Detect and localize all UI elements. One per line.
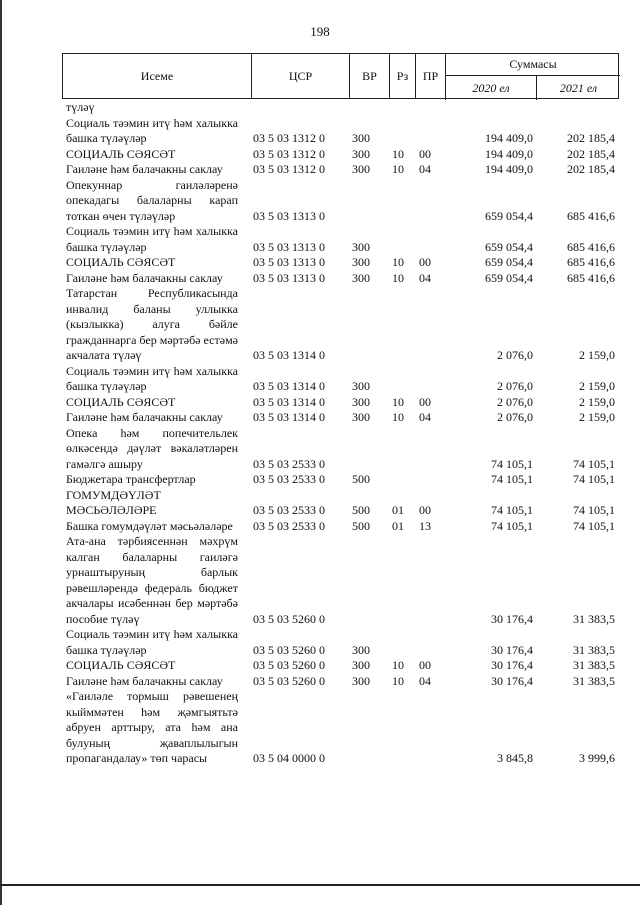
row-vr: 300 (352, 642, 370, 657)
header-rz: Рз (389, 54, 415, 98)
row-v2021: 202 185,4 (567, 162, 615, 176)
row-v2020: 2 076,0 (497, 379, 533, 393)
row-v2020: 2 076,0 (497, 410, 533, 424)
row-name: «Гаиләле тормыш рәвешенең кыйммәтен һәм җәмгыятьтә абруен арттыру, ата һәм ана булуның җаваплылыгын пропагандалау» төп чарасы (66, 689, 238, 765)
row-v2021: 685 416,6 (567, 270, 615, 285)
row-v2021: 74 105,1 (573, 456, 615, 471)
row-rz: 01 (392, 518, 404, 533)
header-name: Исеме (140, 68, 174, 83)
row-v2021: 31 383,5 (573, 673, 615, 688)
row-pr: 04 (419, 673, 431, 688)
table-row (62, 627, 619, 658)
row-name: СОЦИАЛЬ СӘЯСӘТ (66, 255, 176, 269)
row-pr: 00 (419, 394, 431, 409)
row-v2020: 194 409,0 (485, 131, 533, 145)
row-v2021: 3 999,6 (579, 751, 615, 765)
row-v2020: 659 054,4 (485, 239, 533, 254)
table-row (62, 426, 619, 473)
row-rz: 10 (392, 658, 404, 672)
table-row (62, 147, 619, 163)
table-row (62, 658, 619, 674)
row-csr: 03 5 03 5260 0 (253, 658, 325, 672)
table-header (62, 53, 619, 99)
table-row (62, 364, 619, 395)
table-row (62, 689, 619, 767)
row-rz: 10 (392, 394, 404, 409)
row-pr: 00 (419, 658, 431, 672)
row-vr: 300 (352, 239, 370, 254)
row-rz: 10 (392, 162, 404, 176)
row-v2021: 685 416,6 (567, 239, 615, 254)
row-name: СОЦИАЛЬ СӘЯСӘТ (66, 658, 176, 672)
row-name: СОЦИАЛЬ СӘЯСӘТ (66, 394, 176, 409)
row-v2021: 685 416,6 (567, 255, 615, 269)
row-pr: 04 (419, 162, 431, 176)
row-csr: 03 5 03 1312 0 (253, 131, 325, 145)
row-v2021: 2 159,0 (579, 348, 615, 362)
row-pr: 00 (419, 255, 431, 269)
row-vr: 300 (352, 146, 370, 161)
table-row (62, 395, 619, 411)
row-v2021: 31 383,5 (573, 658, 615, 672)
row-name: Гаиләне һәм балачакны саклау (66, 162, 223, 176)
row-csr: 03 5 03 2533 0 (253, 456, 325, 471)
row-vr: 300 (352, 673, 370, 688)
row-name: Социаль тәэмин итү һәм халыкка башка түләүләр (66, 627, 238, 657)
row-csr: 03 5 03 1314 0 (253, 410, 325, 424)
row-csr: 03 5 03 5260 0 (253, 642, 325, 657)
row-pr: 04 (419, 270, 431, 285)
row-vr: 500 (352, 503, 370, 517)
table-row (62, 224, 619, 255)
row-name: Опекуннар гаиләләренә опекадагы балаларны карап тоткан өчен түләүләр (66, 177, 238, 223)
row-vr: 300 (352, 394, 370, 409)
row-csr: 03 5 03 2533 0 (253, 472, 325, 486)
row-rz: 10 (392, 146, 404, 161)
row-v2020: 30 176,4 (491, 658, 533, 672)
row-csr: 03 5 03 1313 0 (253, 239, 325, 254)
row-csr: 03 5 03 1312 0 (253, 146, 325, 161)
table-row (62, 488, 619, 519)
header-year-2020: 2020 ел (445, 76, 536, 100)
row-name: Ата-ана тәрбиясеннән мәхрүм калган балаларны гаиләгә урнаштыруның барлык рәвешләрендә федераль бюджет акчалары исәбеннән бер мәртәбә пособие түләү (66, 534, 238, 626)
row-v2021: 74 105,1 (573, 518, 615, 533)
row-csr: 03 5 03 2533 0 (253, 518, 325, 533)
row-name: Социаль тәэмин итү һәм халыкка башка түләүләр (66, 115, 238, 145)
table-row (62, 255, 619, 271)
row-name: ГОМУМДӘҮЛӘТ МӘСЬӘЛӘЛӘРЕ (66, 487, 161, 517)
header-pr: ПР (415, 54, 445, 98)
row-csr: 03 5 03 2533 0 (253, 503, 325, 517)
table-row (62, 534, 619, 627)
row-v2021: 2 159,0 (579, 394, 615, 409)
row-pr: 13 (419, 518, 431, 533)
row-csr: 03 5 03 1313 0 (253, 270, 325, 285)
table-row (62, 519, 619, 535)
row-pr: 04 (419, 410, 431, 424)
table-row (62, 286, 619, 364)
table-row (62, 271, 619, 287)
row-v2020: 74 105,1 (491, 456, 533, 471)
row-v2021: 2 159,0 (579, 410, 615, 424)
row-vr: 300 (352, 255, 370, 269)
row-v2020: 659 054,4 (485, 255, 533, 269)
table-row (62, 674, 619, 690)
row-name: Социаль тәэмин итү һәм халыкка башка түләүләр (66, 363, 238, 393)
row-vr: 300 (352, 162, 370, 176)
row-csr: 03 5 04 0000 0 (253, 751, 325, 765)
header-csr: ЦСР (251, 54, 349, 98)
row-vr: 300 (352, 410, 370, 424)
row-name: Татарстан Республикасында инвалид баланы уллыкка (кызлыкка) алуга бәйле гражданнарга бер мәртәбә естәмә акчалата түләү (66, 286, 238, 362)
row-name: Социаль тәэмин итү һәм халыкка башка түләүләр (66, 224, 238, 254)
row-name: Гаиләне һәм балачакны саклау (66, 410, 223, 424)
row-v2021: 202 185,4 (567, 131, 615, 145)
header-sums: Суммасы (445, 54, 620, 76)
row-v2020: 30 176,4 (491, 611, 533, 626)
row-vr: 300 (352, 131, 370, 145)
table-row (62, 100, 619, 116)
row-v2020: 74 105,1 (491, 518, 533, 533)
row-v2020: 659 054,4 (485, 270, 533, 285)
table-row (62, 116, 619, 147)
table-row (62, 410, 619, 426)
row-v2021: 31 383,5 (573, 611, 615, 626)
row-name: Бюджетара трансфертлар (66, 472, 196, 486)
row-csr: 03 5 03 1313 0 (253, 255, 325, 269)
row-v2020: 30 176,4 (491, 673, 533, 688)
row-vr: 500 (352, 518, 370, 533)
row-csr: 03 5 03 1314 0 (253, 348, 325, 362)
row-v2021: 202 185,4 (567, 146, 615, 161)
row-csr: 03 5 03 1314 0 (253, 379, 325, 393)
row-v2020: 659 054,4 (485, 208, 533, 223)
row-v2020: 74 105,1 (491, 503, 533, 517)
page-bottom-border (0, 884, 640, 886)
row-name: Опека һәм попечительлек өлкәсендә дәүләт вәкаләтләрен гамәлгә ашыру (66, 425, 238, 471)
row-v2020: 2 076,0 (497, 394, 533, 409)
row-v2020: 194 409,0 (485, 162, 533, 176)
table-row (62, 472, 619, 488)
row-vr: 300 (352, 379, 370, 393)
row-csr: 03 5 03 1313 0 (253, 208, 325, 223)
row-pr: 00 (419, 503, 431, 517)
row-v2021: 74 105,1 (573, 503, 615, 517)
header-year-2021: 2021 ел (536, 76, 620, 100)
row-v2020: 194 409,0 (485, 146, 533, 161)
scan-left-edge (0, 0, 2, 905)
row-v2020: 2 076,0 (497, 348, 533, 362)
row-rz: 10 (392, 270, 404, 285)
row-vr: 300 (352, 658, 370, 672)
table-row (62, 178, 619, 225)
row-v2020: 3 845,8 (497, 751, 533, 765)
row-rz: 10 (392, 410, 404, 424)
row-rz: 01 (392, 503, 404, 517)
row-name: Гаиләне һәм балачакны саклау (66, 673, 223, 688)
page-number: 198 (310, 24, 330, 39)
row-csr: 03 5 03 5260 0 (253, 673, 325, 688)
table-body (62, 100, 619, 767)
row-pr: 00 (419, 146, 431, 161)
row-vr: 500 (352, 472, 370, 486)
row-rz: 10 (392, 255, 404, 269)
table-row (62, 162, 619, 178)
row-v2021: 31 383,5 (573, 642, 615, 657)
row-vr: 300 (352, 270, 370, 285)
row-csr: 03 5 03 1314 0 (253, 394, 325, 409)
row-v2021: 2 159,0 (579, 379, 615, 393)
row-name: Гаиләне һәм балачакны саклау (66, 270, 223, 285)
row-csr: 03 5 03 5260 0 (253, 611, 325, 626)
row-csr: 03 5 03 1312 0 (253, 162, 325, 176)
row-rz: 10 (392, 673, 404, 688)
row-v2020: 30 176,4 (491, 642, 533, 657)
header-vr: ВР (349, 54, 389, 98)
row-v2020: 74 105,1 (491, 472, 533, 486)
row-name: СОЦИАЛЬ СӘЯСӘТ (66, 146, 176, 161)
row-name: түләү (66, 100, 95, 114)
row-v2021: 685 416,6 (567, 208, 615, 223)
row-v2021: 74 105,1 (573, 472, 615, 486)
row-name: Башка гомумдәүләт мәсьәләләре (66, 518, 233, 533)
